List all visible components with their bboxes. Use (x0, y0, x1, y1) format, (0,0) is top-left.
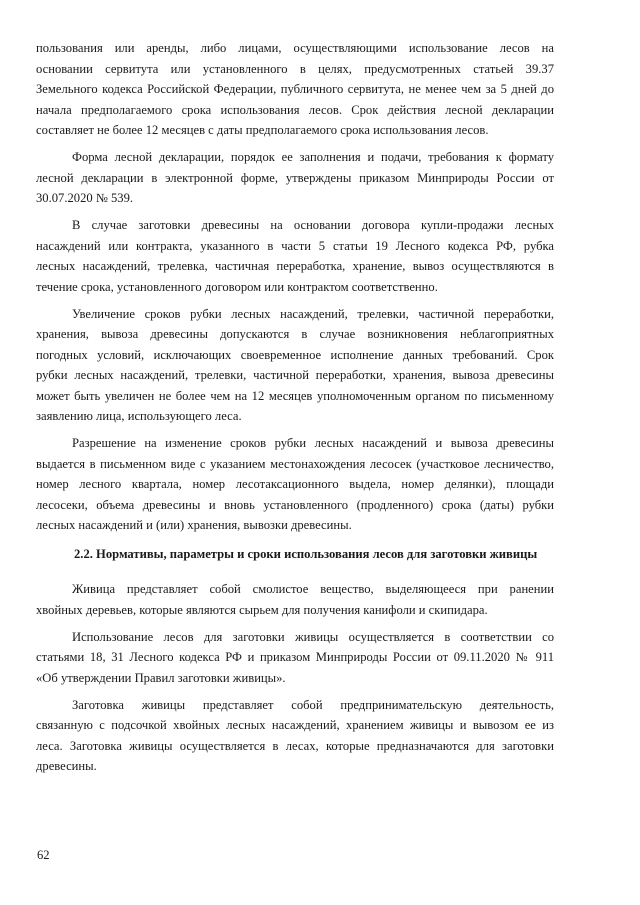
text-line: Заготовка живицы представляет собой предпринимательскую деятельность, (72, 697, 554, 712)
paragraph (36, 433, 554, 536)
text-line: основании сервитута или установленного в целях, предусмотренных статьей 39.37 (36, 61, 554, 76)
paragraph (36, 215, 554, 297)
page-number: 62 (37, 848, 50, 862)
paragraph (36, 579, 554, 620)
paragraph (36, 695, 554, 777)
text-line: погодных условий, исключающих своевременное исполнение данных требований. Срок (36, 347, 554, 362)
text-line: Живица представляет собой смолистое вещество, выделяющееся при ранении (72, 582, 554, 596)
text-line: Земельного кодекса Российской Федерации, публичного сервитута, не менее чем за 5 дней до (36, 82, 554, 96)
text-line: Форма лесной декларации, порядок ее заполнения и подачи, требования к формату (72, 150, 554, 164)
text-line: лесной декларации в электронной форме, утверждены приказом Минприроды России от (36, 170, 554, 185)
paragraph (36, 627, 554, 689)
text-line: может быть увеличен не более чем на 12 месяцев уполномоченным органом по письменному (36, 388, 554, 403)
paragraph (36, 38, 554, 141)
text-line: течение срока, установленного договором или контрактом соответственно. (36, 279, 438, 294)
text-line: Разрешение на изменение сроков рубки лесных насаждений и вывоза древесины (72, 436, 554, 450)
text-line: выдается в письменном виде с указанием местонахождения лесосек (участковое лесничество, (36, 456, 554, 471)
text-line: номер лесного квартала, номер лесотаксационного выдела, номер делянки), площади (36, 477, 554, 491)
text-line: статьями 18, 31 Лесного кодекса РФ и приказом Минприроды России от 09.11.2020 № 911 (36, 650, 554, 664)
text-line: составляет не более 12 месяцев с даты предполагаемого срока использования лесов. (36, 123, 489, 137)
text-line: «Об утверждении Правил заготовки живицы». (36, 670, 286, 685)
body-text-section-1 (36, 38, 554, 536)
text-line: древесины. (36, 759, 97, 773)
document-page (36, 38, 554, 783)
text-line: насаждений или контракта, указанного в части 5 статьи 19 Лесного кодекса РФ, рубка (36, 238, 554, 253)
text-line: Увеличение сроков рубки лесных насаждений, трелевки, частичной переработки, (72, 306, 554, 321)
paragraph (36, 304, 554, 427)
text-line: В случае заготовки древесины на основании договора купли-продажи лесных (72, 218, 554, 232)
text-line: лесных насаждений и (или) хранения, вывозки древесины. (36, 518, 352, 532)
text-line: леса. Заготовка живицы осуществляется в лесах, которые предназначаются для заготовки (36, 738, 554, 753)
text-line: пользования или аренды, либо лицами, осуществляющими использование лесов на (36, 41, 554, 55)
paragraph (36, 147, 554, 209)
text-line: хранения, вывоза древесины допускаются в случае возникновения неблагоприятных (36, 327, 554, 341)
body-text-section-2 (36, 579, 554, 777)
section-heading: 2.2. Нормативы, параметры и сроки использования лесов для заготовки живицы (74, 546, 538, 561)
text-line: 30.07.2020 № 539. (36, 191, 134, 205)
text-line: лесосеки, объема древесины и вновь установленного (продленного) срока (даты) рубки (36, 497, 554, 512)
text-line: Использование лесов для заготовки живицы осуществляется в соответствии со (72, 629, 554, 644)
text-line: лесных насаждений, трелевка, частичная переработка, хранение, вывоз осуществляются в (36, 259, 554, 273)
text-line: рубки лесных насаждений, трелевки, частичной переработки, хранения, вывоза древесины (36, 368, 554, 382)
text-line: связанную с подсочкой хвойных лесных насаждений, хранением живицы и вывозом ее из (36, 718, 554, 732)
text-line: заявлению лица, использующего леса. (36, 409, 242, 423)
text-line: хвойных деревьев, которые являются сырьем для получения канифоли и скипидара. (36, 602, 488, 617)
text-line: начала предполагаемого срока использования лесов. Срок действия лесной декларации (36, 102, 554, 117)
